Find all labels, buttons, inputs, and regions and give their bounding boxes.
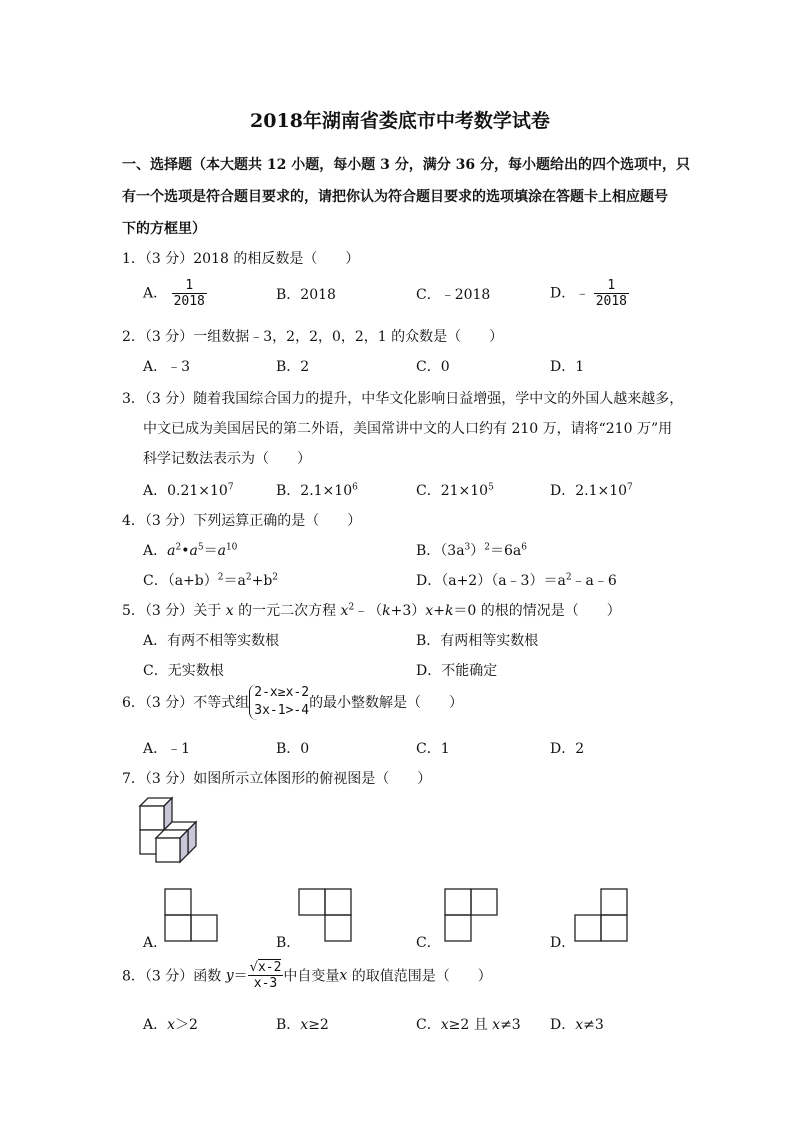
option-text: ≠3 [583,1017,604,1033]
exponent: 10 [225,542,238,553]
question-2-stem: 2．（3 分）一组数据﹣3，2，2，0，2，1 的众数是（ ） [122,329,504,345]
stem-text: + [433,603,445,619]
exponent: 2 [272,572,279,583]
option-text: ﹣a﹣6 [571,573,617,589]
option-text: ＞2 [175,1017,198,1033]
stem-text: 8．（3 分）函数 [122,968,226,985]
solid-figure-diagram [136,796,208,866]
stem-text: ＝0 的根的情况是（ ） [453,603,621,619]
q4-option-c[interactable] [143,570,278,590]
option-text: ≥2 且 [448,1017,493,1033]
q1-option-d[interactable] [550,278,629,309]
variable: x [339,967,348,984]
sqrt-icon: √ [249,960,258,975]
option-label: A． [143,543,168,559]
exponent: 7 [227,482,234,493]
q2-option-c[interactable]: C．0 [416,359,450,375]
q6-option-b[interactable]: B．0 [276,741,310,757]
q2-option-a[interactable]: A．﹣3 [143,359,191,375]
option-label: B． [276,1017,301,1033]
option-text: C．（a+b） [143,573,218,589]
option-text: ≠3 [500,1017,521,1033]
q1-option-a[interactable] [143,278,207,309]
stem-text: +3） [390,603,426,619]
stem-text: 6．（3 分）不等式组 [122,695,250,711]
q7-option-b-diagram [298,888,352,942]
exponent: 5 [488,482,494,493]
q8-option-a[interactable] [143,1014,198,1034]
q4-option-a[interactable] [143,540,237,560]
inequality-2: 3x-1>-4 [254,703,310,718]
option-label: A． [143,1017,168,1033]
variable: x [167,1017,176,1033]
variable: x [575,1017,584,1033]
option-label: D． [550,1017,576,1033]
option-text: ） [470,543,485,559]
q5-option-a[interactable]: A．有两不相等实数根 [143,633,280,649]
q3-option-d[interactable] [550,480,633,500]
exponent: 2 [245,572,252,583]
q4-option-d[interactable] [416,570,617,590]
exponent: 7 [627,482,633,493]
fraction [172,278,207,309]
variable: x [300,1017,309,1033]
q3-option-b[interactable] [276,480,358,500]
q8-option-d[interactable] [550,1014,604,1034]
q7-option-d-diagram [574,888,628,942]
fraction-denominator: x-3 [248,975,284,991]
operator: ＝ [203,543,218,559]
variable: x [492,1017,501,1033]
q8-option-c[interactable] [416,1014,521,1034]
exponent: 5 [197,542,204,553]
q6-option-c[interactable]: C．1 [416,741,450,757]
option-text: ≥2 [308,1017,329,1033]
option-label: D．﹣ [550,285,590,302]
question-1-stem: 1．（3 分）2018 的相反数是（ ） [122,251,360,267]
question-6-stem [122,684,463,720]
q1-option-c[interactable]: C．﹣2018 [416,287,491,303]
stem-text: 中自变量 [283,968,340,985]
q5-option-d[interactable]: D．不能确定 [416,663,498,679]
q7-option-b[interactable]: B． [276,935,301,951]
fraction-denominator: 2018 [595,294,627,309]
option-text: C．21×10 [416,483,489,499]
option-text: +b [251,573,273,589]
exponent: 3 [464,542,471,553]
stem-text: 5．（3 分）关于 [122,603,226,619]
option-text: ＝6a [490,543,522,559]
operator: ＝ [233,968,248,985]
question-3-line2: 中文已成为美国居民的第二外语，美国常讲中文的人口约有 210 万，请将“210 万”用 [143,421,673,437]
exponent: 2 [217,572,224,583]
radicand: x-2 [257,960,282,975]
stem-text: 的一元二次方程 [233,603,341,619]
question-7-stem: 7．（3 分）如图所示立体图形的俯视图是（ ） [122,771,432,787]
section-heading-line1: 一、选择题（本大题共 12 小题，每小题 3 分，满分 36 分，每小题给出的四个选项中，只 [122,157,690,173]
fraction [248,960,284,991]
section-heading-line2: 有一个选项是符合题目要求的，请把你认为符合题目要求的选项填涂在答题卡上相应题号 [122,189,668,205]
option-text: B．2.1×10 [276,483,353,499]
variable: x [225,603,234,619]
variable: k [382,603,391,619]
question-8-stem [122,960,492,991]
page-title: 2018年湖南省娄底市中考数学试卷 [250,110,550,132]
q8-option-b[interactable] [276,1014,329,1034]
fraction-numerator: 1 [607,278,616,293]
q6-option-d[interactable]: D．2 [550,741,585,757]
q6-option-a[interactable]: A．﹣1 [143,741,191,757]
q7-option-a[interactable]: A． [143,935,168,951]
stem-text: 的最小整数解是（ ） [309,695,464,711]
variable: y [225,967,234,984]
exponent: 2 [175,542,182,553]
exponent: 2 [565,572,572,583]
variable: k [444,603,454,619]
q4-option-b[interactable] [416,540,527,560]
variable: x [340,603,349,619]
fraction [594,278,629,309]
option-label: C． [416,1017,441,1033]
option-text: D．2.1×10 [550,483,628,499]
option-label: A． [143,285,168,302]
fraction-numerator [248,960,284,975]
q7-option-a-diagram [164,888,218,942]
q7-option-d[interactable]: D． [550,935,576,951]
question-3-line1: 3．（3 分）随着我国综合国力的提升，中华文化影响日益增强，学中文的外国人越来越多， [122,391,684,407]
stem-text: ﹣（ [354,603,383,619]
q3-option-a[interactable] [143,480,234,500]
variable: a [167,543,176,559]
exponent: 6 [352,482,358,493]
q2-option-d[interactable]: D．1 [550,359,585,375]
q2-option-b[interactable]: B．2 [276,359,310,375]
fraction-numerator: 1 [185,278,194,293]
exponent: 2 [484,542,491,553]
variable: x [425,603,434,619]
q3-option-c[interactable] [416,480,494,500]
section-heading-line3: 下的方框里） [122,221,206,237]
variable: x [440,1017,449,1033]
exponent: 2 [348,602,355,613]
option-text: D．（a+2）（a﹣3）＝a [416,573,566,589]
variable: a [189,543,198,559]
exponent: 6 [521,542,528,553]
option-text: ＝a [223,573,246,589]
question-3-line3: 科学记数法表示为（ ） [143,451,311,467]
fraction-denominator: 2018 [173,294,205,309]
variable: a [217,543,226,559]
inequality-system [249,684,309,720]
question-4-stem: 4．（3 分）下列运算正确的是（ ） [122,513,362,529]
option-text: A．0.21×10 [143,483,228,499]
q5-option-b[interactable]: B．有两相等实数根 [416,633,539,649]
operator: • [181,543,190,559]
q1-option-b[interactable]: B．2018 [276,287,336,303]
inequality-1: 2-x≥x-2 [254,685,310,700]
stem-text: 的取值范围是（ ） [347,968,492,985]
q7-option-c[interactable]: C． [416,935,441,951]
q5-option-c[interactable]: C．无实数根 [143,663,224,679]
question-5-stem [122,600,621,620]
q7-option-c-diagram [444,888,498,942]
option-text: B．（3a [416,543,465,559]
